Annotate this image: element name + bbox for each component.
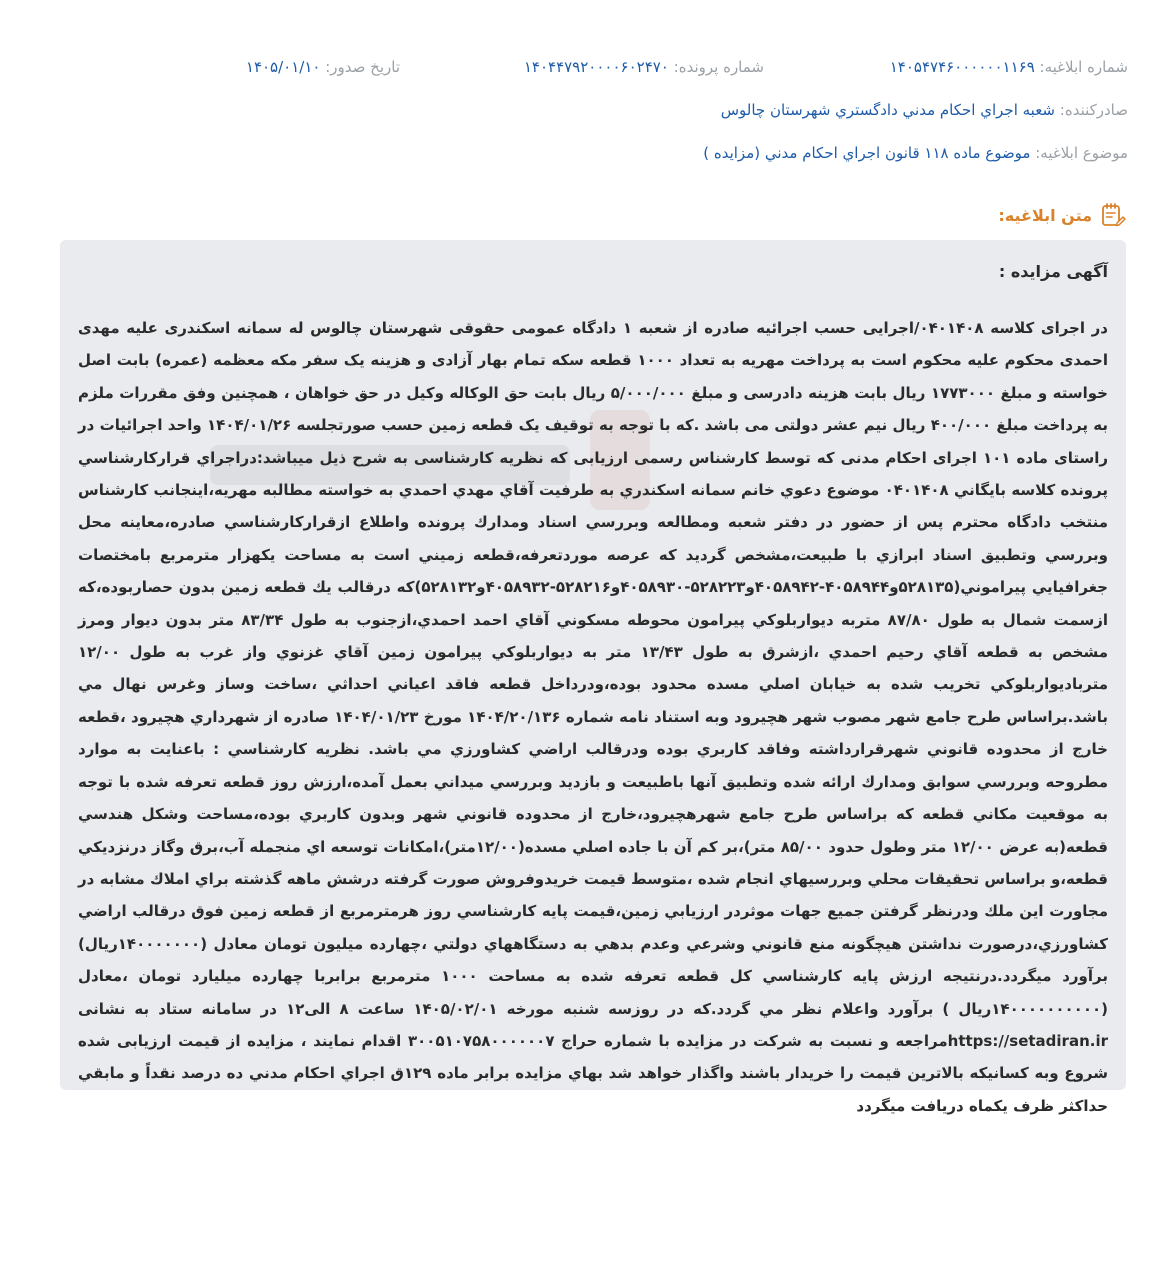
issuer-label: صادرکننده: — [1059, 101, 1128, 119]
case-number-value: ۱۴۰۴۴۷۹۲۰۰۰۰۶۰۲۴۷۰ — [523, 58, 669, 76]
notice-body-label: متن ابلاغیه: — [998, 205, 1092, 225]
case-number — [524, 58, 764, 76]
meta-row — [46, 58, 1128, 80]
issue-date-value: ۱۴۰۵/۰۱/۱۰ — [245, 58, 321, 76]
notice-content-box — [60, 240, 1126, 1115]
subject-label: موضوع ابلاغیه: — [1035, 144, 1128, 162]
notice-number-label: شماره ابلاغیه: — [1039, 58, 1128, 76]
issuer-line — [721, 101, 1128, 119]
issuer-value: شعبه اجراي احكام مدني دادگستري شهرستان چالوس — [720, 101, 1055, 119]
notice-number — [890, 58, 1128, 76]
subject-line — [703, 144, 1128, 162]
subject-value: موضوع ماده ۱۱۸ قانون اجراي احكام مدني (مزايده ) — [703, 144, 1031, 162]
issue-date-label: تاریخ صدور: — [325, 58, 400, 76]
note-edit-icon — [1100, 202, 1126, 228]
issue-date — [246, 58, 400, 76]
auction-title: آگهی مزایده : — [998, 262, 1108, 281]
notice-body-heading — [998, 202, 1126, 228]
auction-text: در اجرای کلاسه ۰۴۰۱۴۰۸/اجرایی حسب اجرائیه صادره از شعبه ۱ دادگاه عمومی حقوقی شهرستان چالوس له سمانه اسکندری علیه مهدی احمدی محکوم علیه محکوم است به پرداخت مهریه به تعداد ۱۰۰۰ قطعه سکه تمام بهار آزادی و هزینه یک سفر مکه معظمه (عمره) بابت اصل خواسته و مبلغ ۱۷۷۳۰۰۰ ریال بابت هزینه دادرسی و مبلغ ۵/۰۰۰/۰۰۰ ریال بابت حق الوکاله وکیل در حق خواهان ، همچنین وفق مقررات ملزم به پرداخت مبلغ ۴۰۰/۰۰۰ ریال نیم عشر دولتی می باشد .که با توجه به توقیف یک قطعه زمین حسب صورتجلسه ۱۴۰۴/۰۱/۲۶ واحد اجرائیات در راستای ماده ۱۰۱ اجرای احکام مدنی که توسط کارشناس رسمی ارزیابی که نظریه کارشناسی به شرح ذیل میباشد:دراجراي قراركارشناسي پرونده كلاسه بايگاني ۰۴۰۱۴۰۸ موضوع دعوي خانم سمانه اسكندري به طرفيت آقاي مهدي احمدي به خواسته مطالبه مهريه،اينجانب كارشناس منتخب دادگاه محترم پس از حضور در دفتر شعبه ومطالعه وبررسي اسناد ومدارك پرونده واطلاع ازقراركارشناسي صادره،معاينه محل وبررسي وتطبيق اسناد ابرازي با طبيعت،مشخص گرديد كه عرصه موردتعرفه،قطعه زميني است به مساحت يكهزار مترمربع بامختصات جغرافيايي پيراموني(۵۲۸۱۳۵و۴۰۵۸۹۴۴-۴۰۵۸۹۴۲و۵۲۸۲۲۳-۴۰۵۸۹۳۰و۵۲۸۲۱۶-۴۰۵۸۹۳۲و۵۲۸۱۳۲)كه درقالب يك قطعه زمين بدون حصاربوده،كه ازسمت شمال به طول ۸۷/۸۰ متربه ديواربلوكي پيرامون محوطه مسكوني آقاي احمد احمدي،ازجنوب به طول ۸۳/۳۴ متر بدون ديوار ومرز مشخص به قطعه آقاي رحيم احمدي ،ازشرق به طول ۱۳/۴۳ متر به ديواربلوكي پيرامون زمين آقاي غزنوي واز غرب به طول ۱۲/۰۰ متربادیواربلوكي تخريب شده به خيابان اصلي مسده محدود بوده،ودرداخل قطعه فاقد اعياني احداثي ،ساخت وساز وغرس نهال مي باشد.براساس طرح جامع شهر مصوب شهر هچيرود وبه استناد نامه شماره ۱۴۰۴/۲۰/۱۳۶ مورخ ۱۴۰۴/۰۱/۲۳ صادره از شهرداري هچيرود ،قطعه خارج از محدوده قانوني شهرقرارداشته وفاقد كاربري بوده ودرقالب اراضي كشاورزي مي باشد. نظريه كارشناسي : باعنايت به موارد مطروحه وبررسي سوابق ومدارك ارائه شده وتطبيق آنها باطبيعت و بازديد وبررسي ميداني بعمل آمده،ارزش روز قطعه تعرفه شده با توجه به موقعيت مكاني قطعه كه براساس طرح جامع شهرهچيرود،خارج از محدوده قانوني شهر وبدون كاربري بوده،مساحت وشكل هندسي قطعه(به عرض ۱۲/۰۰ متر وطول حدود ۸۵/۰۰ متر)،بر كم آن با جاده اصلي مسده(۱۲/۰۰متر)،امكانات توسعه اي منجمله آب،برق وگاز درنزديكي قطعه،و براساس تحقيقات محلي وبررسيهاي انجام شده ،متوسط قيمت خريدوفروش صورت گرفته درشش ماهه گذشته براي املاك مشابه در مجاورت اين ملك ودرنظر گرفتن جميع جهات موثردر ارزيابي زمين،قيمت پايه كارشناسي روز هرمترمربع از قطعه زمين فوق درقالب اراضي كشاورزي،درصورت نداشتن هيچگونه منع قانوني وشرعي وعدم بدهي به دستگاههاي دولتي ،چهارده ميليون تومان معادل (۱۴۰۰۰۰۰۰۰ريال) برآورد ميگردد.درنتيجه ارزش پايه كارشناسي كل قطعه تعرفه شده به مساحت ۱۰۰۰ مترمربع برابربا چهارده ميليارد تومان ،معادل (۱۴۰۰۰۰۰۰۰۰۰۰ريال ) برآورد واعلام نظر مي گردد.که در روزسه شنبه مورخه ۱۴۰۵/۰۲/۰۱ ساعت ۸ الی۱۲ در سامانه ستاد به نشانی https://setadiran.irمراجعه و نسبت به شرکت در مزایده با شماره حراج ۳۰۰۵۱۰۷۵۸۰۰۰۰۰۰۷ اقدام نمایند ، مزایده از قیمت ارزیابی شده شروع وبه کسانیکه بالاترین قیمت را خریدار باشند واگذار خواهد شد بهاي مزايده برابر ماده ۱۲۹ق اجراي احكام مدني ده درصد نقداً و مابقي حداكثر ظرف يكماه دريافت ميگردد — [78, 319, 1109, 1115]
notice-number-value: ۱۴۰۵۴۷۴۶۰۰۰۰۰۰۱۱۶۹ — [889, 58, 1035, 76]
case-number-label: شماره پرونده: — [673, 58, 764, 76]
